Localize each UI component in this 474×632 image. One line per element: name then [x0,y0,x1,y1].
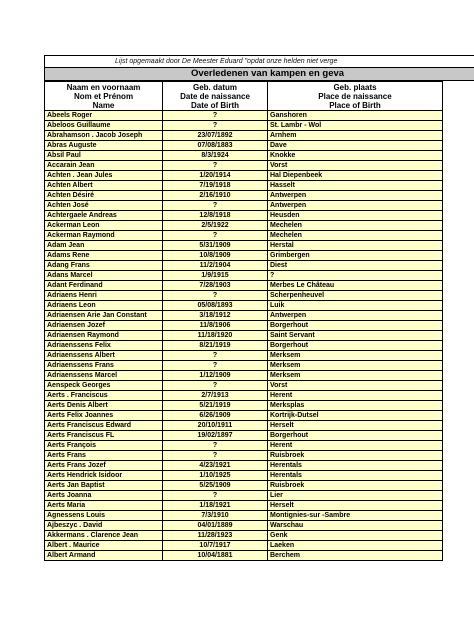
table-row [45,201,443,211]
table-row [45,401,443,411]
cell-name: Albert Armand [45,551,163,561]
cell-name: Abrahamson . Jacob Joseph [45,131,163,141]
cell-name: Aerts Frans [45,451,163,461]
cell-birth-place: Hasselt [268,181,443,191]
cell-birth-date: ? [163,161,268,171]
cell-birth-place: Genk [268,531,443,541]
header-name-fr: Nom et Prénom [73,91,134,101]
table-row [45,151,443,161]
cell-birth-date: 1/9/1915 [163,271,268,281]
cell-birth-place: Borgerhout [268,431,443,441]
table-row [45,531,443,541]
cell-name: Aerts Franciscus FL [45,431,163,441]
cell-birth-date: 2/5/1922 [163,221,268,231]
cell-birth-date: 2/16/1910 [163,191,268,201]
cell-birth-date: 5/31/1909 [163,241,268,251]
cell-name: Aerts François [45,441,163,451]
cell-birth-place: Vorst [268,381,443,391]
table-row [45,331,443,341]
header-row [45,82,443,111]
table-row [45,251,443,261]
table-row [45,391,443,401]
cell-birth-date: 1/12/1909 [163,371,268,381]
cell-birth-date: 04/01/1889 [163,521,268,531]
cell-birth-place: Ruisbroek [268,451,443,461]
header-name-en: Name [92,100,115,110]
cell-name: Abeels Roger [45,111,163,121]
cell-name: Aerts Felix Joannes [45,411,163,421]
cell-birth-place: Merksem [268,361,443,371]
table-row [45,301,443,311]
cell-birth-place: Herstal [268,241,443,251]
cell-birth-date: ? [163,451,268,461]
header-date-nl: Geb. datum [192,82,237,92]
cell-birth-place: Hal Diepenbeek [268,171,443,181]
cell-birth-place: Merksem [268,371,443,381]
cell-birth-place: Knokke [268,151,443,161]
table-row [45,381,443,391]
cell-birth-place: Warschau [268,521,443,531]
cell-birth-date: ? [163,441,268,451]
cell-birth-place: Arnhem [268,131,443,141]
cell-name: Agnessens Louis [45,511,163,521]
cell-name: Aerts Joanna [45,491,163,501]
cell-birth-date: 11/8/1906 [163,321,268,331]
cell-birth-date: 12/8/1918 [163,211,268,221]
header-place-fr: Place de naissance [318,91,392,101]
cell-birth-place: Antwerpen [268,191,443,201]
cell-birth-date: 3/18/1912 [163,311,268,321]
cell-birth-date: 1/20/1914 [163,171,268,181]
table-row [45,521,443,531]
cell-birth-place: Ruisbroek [268,481,443,491]
cell-birth-place: Borgerhout [268,321,443,331]
table-row [45,311,443,321]
cell-birth-place: Vorst [268,161,443,171]
table-row [45,221,443,231]
section-title: Overledenen van kampen en geva [44,68,474,81]
cell-birth-date: 8/21/1919 [163,341,268,351]
table-row [45,321,443,331]
table-row [45,281,443,291]
cell-birth-date: 11/2/1904 [163,261,268,271]
cell-birth-date: 5/25/1909 [163,481,268,491]
top-note: Lijst opgemaakt door De Meester Eduard "opdat onze helden niet verge [44,55,474,68]
cell-birth-place: Saint Servant [268,331,443,341]
cell-name: Absil Paul [45,151,163,161]
cell-birth-date: 05/08/1893 [163,301,268,311]
cell-name: Accarain Jean [45,161,163,171]
table-row [45,541,443,551]
cell-birth-date: 19/02/1897 [163,431,268,441]
table-row [45,451,443,461]
header-name [45,82,163,111]
table-row [45,511,443,521]
cell-birth-place: Merksem [268,351,443,361]
table-row [45,271,443,281]
table-row [45,131,443,141]
header-date-fr: Date de naissance [180,91,250,101]
header-place-en: Place of Birth [329,100,381,110]
cell-birth-place: Merbes Le Château [268,281,443,291]
cell-birth-place: Herselt [268,501,443,511]
cell-birth-place: Herentals [268,471,443,481]
table-row [45,411,443,421]
cell-name: Achten José [45,201,163,211]
cell-name: Abeloos Guillaume [45,121,163,131]
table-row [45,351,443,361]
cell-birth-date: 1/18/1921 [163,501,268,511]
cell-name: Adriaensen Jozef [45,321,163,331]
cell-birth-date: ? [163,351,268,361]
cell-birth-date: 5/21/1919 [163,401,268,411]
cell-name: Adant Ferdinand [45,281,163,291]
cell-birth-place: Grimbergen [268,251,443,261]
cell-name: Ackerman Raymond [45,231,163,241]
cell-birth-place: Scherpenheuvel [268,291,443,301]
cell-birth-date: ? [163,121,268,131]
cell-birth-place: Diest [268,261,443,271]
cell-name: Aerts Denis Albert [45,401,163,411]
table-row [45,491,443,501]
cell-name: Achten . Jean Jules [45,171,163,181]
cell-birth-date: ? [163,201,268,211]
table-row [45,501,443,511]
cell-birth-place: St. Lambr - Wol [268,121,443,131]
cell-birth-place: Ganshoren [268,111,443,121]
table-row [45,441,443,451]
cell-birth-place: Mechelen [268,221,443,231]
cell-birth-place: Antwerpen [268,201,443,211]
table-row [45,241,443,251]
records-table [44,81,443,561]
cell-birth-place: Montignies-sur -Sambre [268,511,443,521]
cell-birth-date: 23/07/1892 [163,131,268,141]
table-row [45,471,443,481]
cell-name: Adriaenssens Marcel [45,371,163,381]
cell-name: Adriaenssens Felix [45,341,163,351]
table-row [45,461,443,471]
cell-birth-place: Herselt [268,421,443,431]
cell-name: Adam Jean [45,241,163,251]
cell-birth-date: 10/7/1917 [163,541,268,551]
cell-name: Albert . Maurice [45,541,163,551]
header-birth-date [163,82,268,111]
cell-name: Aerts Maria [45,501,163,511]
cell-birth-date: 6/26/1909 [163,411,268,421]
cell-birth-date: 7/28/1903 [163,281,268,291]
cell-birth-place: Mechelen [268,231,443,241]
cell-name: Adang Frans [45,261,163,271]
cell-birth-date: 8/3/1924 [163,151,268,161]
cell-name: Adriaensen Arie Jan Constant [45,311,163,321]
cell-birth-place: ? [268,271,443,281]
cell-name: Adriaensen Raymond [45,331,163,341]
cell-birth-date: 1/10/1925 [163,471,268,481]
cell-birth-place: Dave [268,141,443,151]
cell-name: Achtergaele Andreas [45,211,163,221]
cell-birth-place: Luik [268,301,443,311]
cell-name: Aenspeck Georges [45,381,163,391]
cell-birth-place: Laeken [268,541,443,551]
cell-birth-date: 2/7/1913 [163,391,268,401]
table-row [45,231,443,241]
cell-birth-date: ? [163,291,268,301]
header-birth-place [268,82,443,111]
cell-birth-date: 20/10/1911 [163,421,268,431]
cell-name: Achten Désiré [45,191,163,201]
cell-birth-place: Herent [268,391,443,401]
table-row [45,111,443,121]
table-row [45,341,443,351]
cell-name: Adriaens Henri [45,291,163,301]
table-row [45,481,443,491]
cell-birth-date: 10/8/1909 [163,251,268,261]
cell-birth-date: 11/28/1923 [163,531,268,541]
cell-birth-date: 07/08/1883 [163,141,268,151]
header-place-nl: Geb. plaats [333,82,377,92]
table-row [45,171,443,181]
table-row [45,261,443,271]
cell-birth-date: ? [163,491,268,501]
cell-name: Aerts Hendrick Isidoor [45,471,163,481]
table-body [45,111,443,561]
table-row [45,121,443,131]
cell-name: Adams Rene [45,251,163,261]
table-row [45,211,443,221]
cell-name: Adans Marcel [45,271,163,281]
table-row [45,141,443,151]
cell-birth-place: Kortrijk-Dutsel [268,411,443,421]
cell-name: Achten Albert [45,181,163,191]
header-date-en: Date of Birth [191,100,239,110]
table-row [45,291,443,301]
cell-birth-date: ? [163,361,268,371]
spreadsheet [44,55,474,561]
cell-name: Akkermans . Clarence Jean [45,531,163,541]
cell-birth-date: ? [163,381,268,391]
cell-name: Aerts . Franciscus [45,391,163,401]
cell-birth-date: 4/23/1921 [163,461,268,471]
cell-birth-date: ? [163,111,268,121]
cell-birth-date: 7/19/1918 [163,181,268,191]
cell-birth-date: 7/3/1910 [163,511,268,521]
cell-birth-place: Antwerpen [268,311,443,321]
table-row [45,361,443,371]
table-row [45,181,443,191]
cell-name: Aerts Jan Baptist [45,481,163,491]
cell-name: Ackerman Leon [45,221,163,231]
table-row [45,161,443,171]
cell-birth-place: Heusden [268,211,443,221]
cell-name: Aerts Frans Jozef [45,461,163,471]
cell-birth-place: Merksplas [268,401,443,411]
cell-birth-date: ? [163,231,268,241]
table-row [45,421,443,431]
cell-name: Adriaenssens Albert [45,351,163,361]
cell-birth-date: 10/04/1881 [163,551,268,561]
cell-birth-place: Herent [268,441,443,451]
cell-birth-place: Herentals [268,461,443,471]
cell-name: Adriaenssens Frans [45,361,163,371]
table-row [45,191,443,201]
cell-name: Adriaens Leon [45,301,163,311]
header-name-nl: Naam en voornaam [66,82,141,92]
cell-birth-place: Lier [268,491,443,501]
table-row [45,431,443,441]
cell-birth-date: 11/18/1920 [163,331,268,341]
cell-name: Abras Auguste [45,141,163,151]
cell-birth-place: Berchem [268,551,443,561]
table-row [45,551,443,561]
cell-birth-place: Borgerhout [268,341,443,351]
cell-name: Ajbeszyc . David [45,521,163,531]
table-row [45,371,443,381]
cell-name: Aerts Franciscus Edward [45,421,163,431]
